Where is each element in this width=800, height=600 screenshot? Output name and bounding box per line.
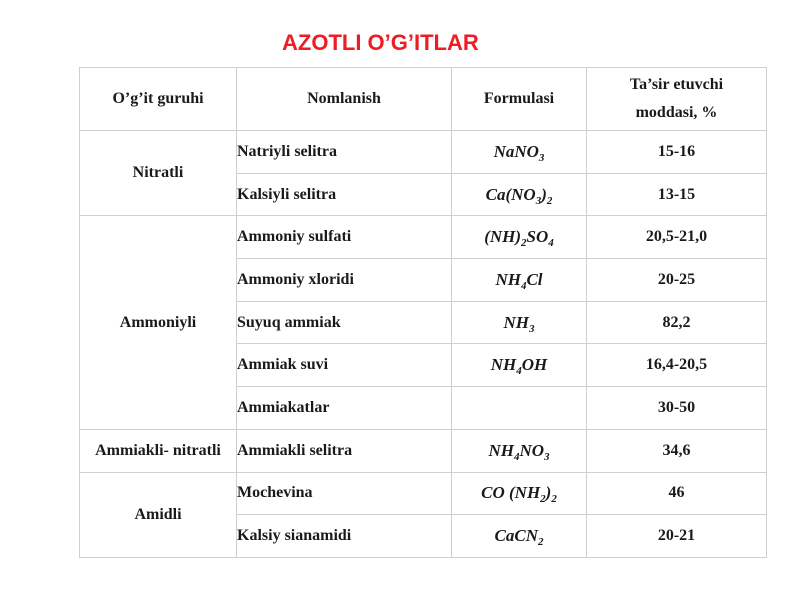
formula-cell — [452, 387, 587, 430]
formula-text: ) — [545, 483, 552, 503]
formula-cell — [452, 301, 587, 344]
header-group: O’g’it guruhi — [80, 68, 237, 131]
formula-subscript: 2 — [521, 237, 527, 250]
group-cell-ammoniyli: Ammoniyli — [80, 216, 237, 429]
formula-cell — [452, 344, 587, 387]
value-cell: 82,2 — [587, 301, 767, 344]
formula-subscript: 4 — [513, 450, 520, 463]
formula-subscript: 2 — [546, 194, 553, 207]
formula-cell — [452, 131, 587, 174]
group-cell-amidli: Amidli — [80, 472, 237, 557]
name-cell: Kalsiy sianamidi — [237, 515, 452, 558]
value-cell: 16,4-20,5 — [587, 344, 767, 387]
formula-text: NH — [488, 440, 514, 460]
formula-text: (NH) — [484, 227, 522, 247]
formula-text: Cl — [526, 269, 543, 289]
formula-subscript: 2 — [551, 493, 557, 506]
value-cell: 20-21 — [587, 515, 767, 558]
name-cell: Ammiakatlar — [237, 387, 452, 430]
value-cell: 34,6 — [587, 429, 767, 472]
formula-text: ) — [541, 184, 547, 204]
name-cell: Natriyli selitra — [237, 131, 452, 174]
formula-cell — [452, 429, 587, 472]
name-cell: Ammoniy xloridi — [237, 259, 452, 302]
formula-text: CaCN — [494, 526, 538, 546]
group-cell-nitratli: Nitratli — [80, 131, 237, 216]
value-cell: 15-16 — [587, 131, 767, 174]
formula-cell — [452, 472, 587, 515]
formula-text: NO — [519, 440, 545, 460]
formula-text: NH — [503, 312, 529, 332]
formula-subscript: 4 — [548, 237, 554, 250]
name-cell: Ammiak suvi — [237, 344, 452, 387]
name-cell: Mochevina — [237, 472, 452, 515]
formula-subscript: 3 — [544, 450, 550, 463]
name-cell: Kalsiyli selitra — [237, 173, 452, 216]
header-value-line1: Ta’sir etuvchi — [629, 76, 724, 93]
formula-text: SO — [526, 227, 549, 247]
formula-cell — [452, 259, 587, 302]
name-cell: Suyuq ammiak — [237, 301, 452, 344]
value-cell: 30-50 — [587, 387, 767, 430]
header-formula: Formulasi — [452, 68, 587, 131]
formula-subscript: 2 — [540, 493, 546, 506]
formula-text: NH — [495, 269, 521, 289]
header-name: Nomlanish — [237, 68, 452, 131]
formula-cell — [452, 515, 587, 558]
table-row — [80, 131, 767, 174]
formula-text: CO (NH — [481, 483, 541, 503]
table-header-row — [80, 68, 767, 131]
name-cell: Ammiakli selitra — [237, 429, 452, 472]
formula-text: NaNO — [493, 141, 539, 161]
group-cell-ammiakli-nitratli: Ammiakli- nitratli — [80, 429, 237, 472]
value-cell: 46 — [587, 472, 767, 515]
value-cell: 20,5-21,0 — [587, 216, 767, 259]
formula-subscript: 3 — [535, 194, 542, 207]
formula-subscript: 4 — [520, 279, 527, 292]
formula-subscript: 2 — [537, 536, 544, 549]
name-cell: Ammoniy sulfati — [237, 216, 452, 259]
formula-subscript: 3 — [538, 151, 545, 164]
header-value — [587, 68, 767, 131]
formula-cell — [452, 216, 587, 259]
page-title: AZOTLI O’G’ITLAR — [282, 30, 479, 55]
table-row — [80, 429, 767, 472]
formula-text: NH — [490, 355, 517, 375]
value-cell: 13-15 — [587, 173, 767, 216]
header-value-line2: moddasi, % — [635, 104, 718, 121]
table-row — [80, 472, 767, 515]
value-cell: 20-25 — [587, 259, 767, 302]
formula-cell — [452, 173, 587, 216]
formula-text: OH — [521, 355, 548, 375]
formula-subscript: 4 — [516, 365, 522, 378]
formula-text: Ca(NO — [485, 184, 536, 204]
table-row — [80, 216, 767, 259]
fertilizer-table — [79, 67, 767, 558]
formula-subscript: 3 — [529, 322, 535, 335]
